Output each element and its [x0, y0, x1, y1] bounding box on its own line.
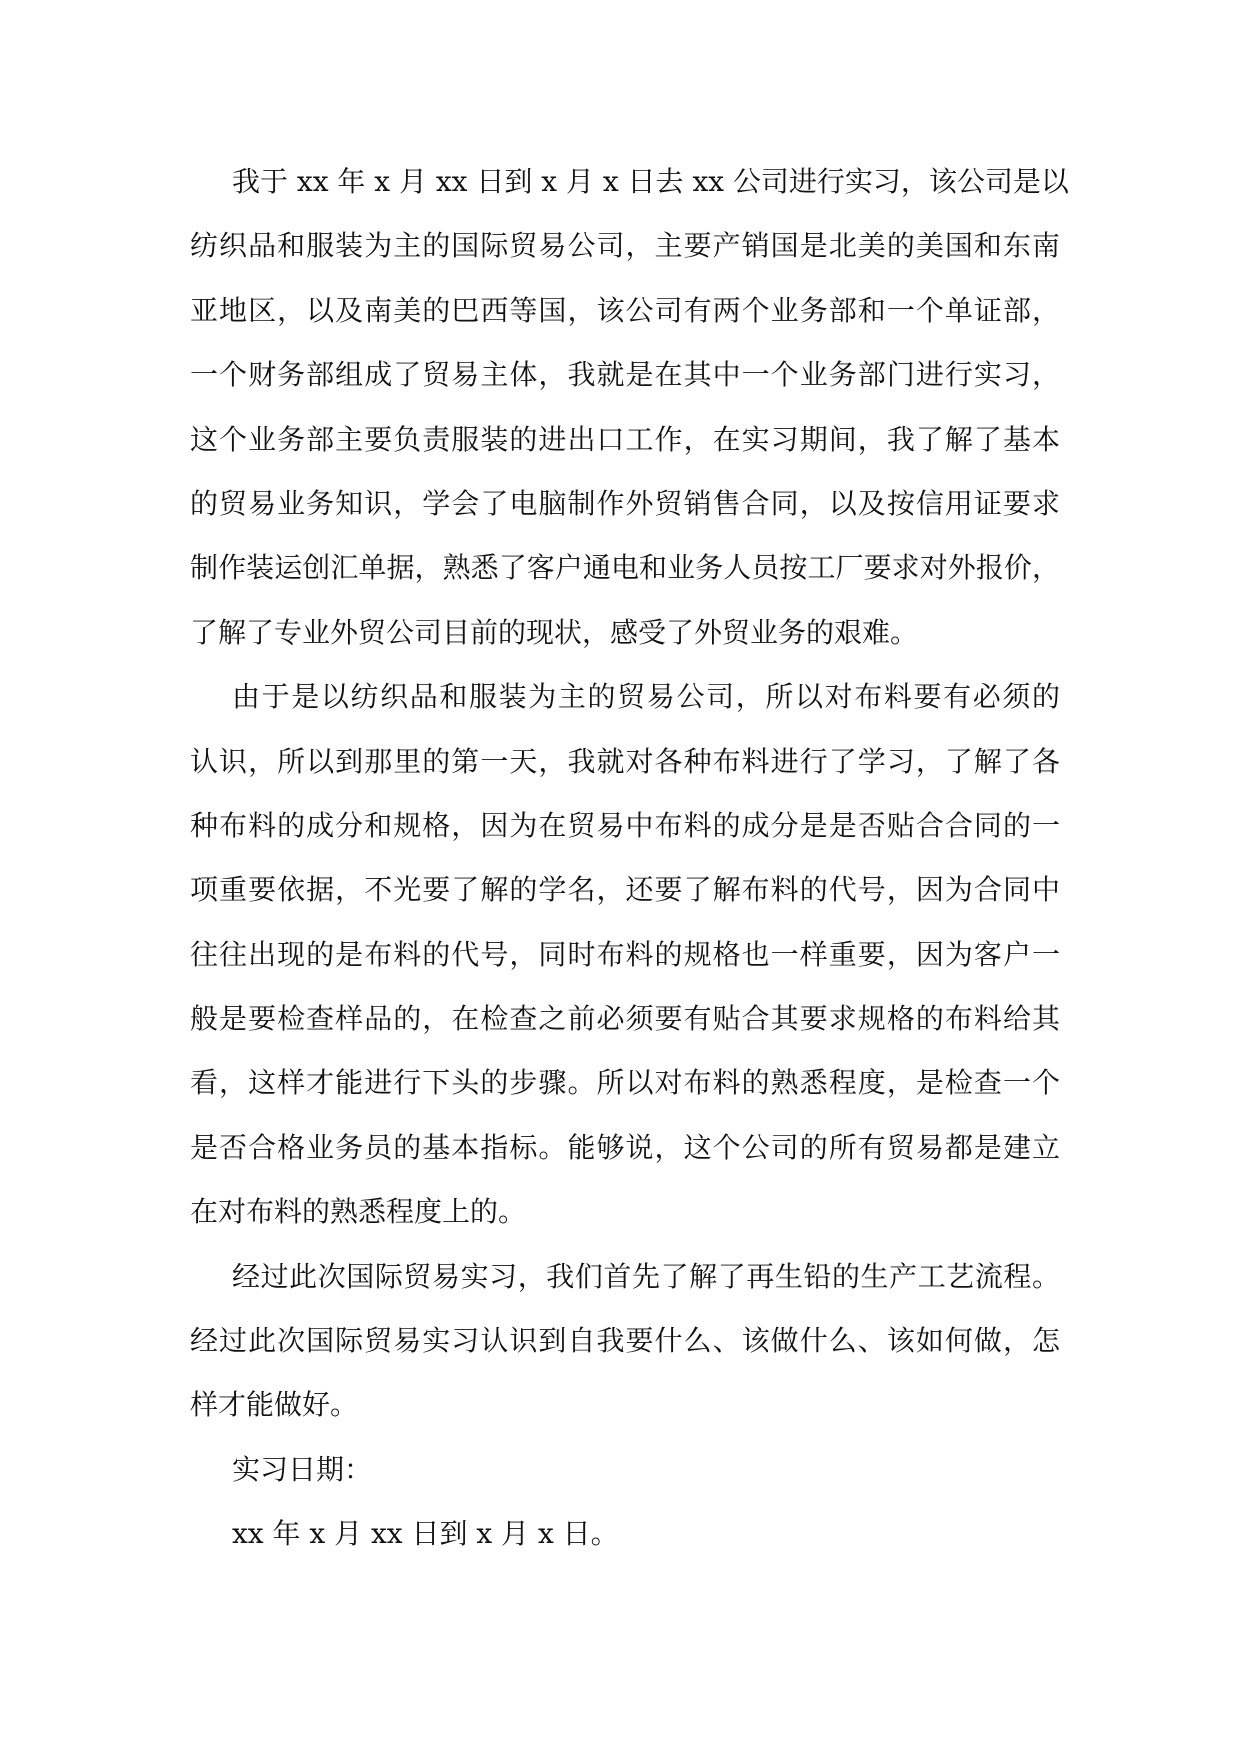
text-line: 经过此次国际贸易实习认识到自我要什么、该做什么、该如何做，怎	[190, 1324, 1060, 1358]
text-line: 了解了专业外贸公司目前的现状，感受了外贸业务的艰难。	[190, 615, 919, 649]
text-line: 是否合格业务员的基本指标。能够说，这个公司的所有贸易都是建立	[190, 1130, 1060, 1164]
text-line: 这个业务部主要负责服装的进出口工作，在实习期间，我了解了基本	[190, 422, 1060, 456]
paragraph-date-value	[190, 1502, 1060, 1566]
text-line: 纺织品和服装为主的国际贸易公司，主要产销国是北美的美国和东南	[190, 229, 1060, 263]
text-line: 亚地区，以及南美的巴西等国，该公司有两个业务部和一个单证部，	[190, 293, 1060, 327]
text-line: 种布料的成分和规格，因为在贸易中布料的成分是是否贴合合同的一	[190, 808, 1060, 842]
text-line: 项重要依据，不光要了解的学名，还要了解布料的代号，因为合同中	[190, 873, 1060, 907]
text-line: 在对布料的熟悉程度上的。	[190, 1195, 527, 1229]
text-line: 经过此次国际贸易实习，我们首先了解了再生铅的生产工艺流程。	[232, 1259, 1060, 1293]
document-body	[190, 150, 1069, 1567]
text-line: 我于 xx 年 x 月 xx 日到 x 月 x 日去 xx 公司进行实习，该公司是以	[232, 165, 1069, 198]
text-line: 般是要检查样品的，在检查之前必须要有贴合其要求规格的布料给其	[190, 1002, 1060, 1036]
text-line: 认识，所以到那里的第一天，我就对各种布料进行了学习，了解了各	[190, 744, 1060, 778]
paragraph-fabric-knowledge	[190, 665, 1060, 1245]
text-line: 一个财务部组成了贸易主体，我就是在其中一个业务部门进行实习，	[190, 358, 1060, 392]
text-line: 制作装运创汇单据，熟悉了客户通电和业务人员按工厂要求对外报价，	[190, 551, 1060, 585]
paragraph-reflection	[190, 1245, 1060, 1438]
text-line: 由于是以纺织品和服装为主的贸易公司，所以对布料要有必须的	[232, 680, 1060, 714]
date-label: 实习日期：	[232, 1452, 373, 1486]
text-line: 看，这样才能进行下头的步骤。所以对布料的熟悉程度，是检查一个	[190, 1066, 1060, 1100]
paragraph-internship-overview	[190, 150, 1069, 665]
date-value: xx 年 x 月 xx 日到 x 月 x 日。	[232, 1517, 619, 1551]
text-line: 往往出现的是布料的代号，同时布料的规格也一样重要，因为客户一	[190, 937, 1060, 971]
text-line: 的贸易业务知识，学会了电脑制作外贸销售合同，以及按信用证要求	[190, 486, 1060, 520]
paragraph-date-label	[190, 1438, 1060, 1502]
text-line: 样才能做好。	[190, 1388, 359, 1422]
